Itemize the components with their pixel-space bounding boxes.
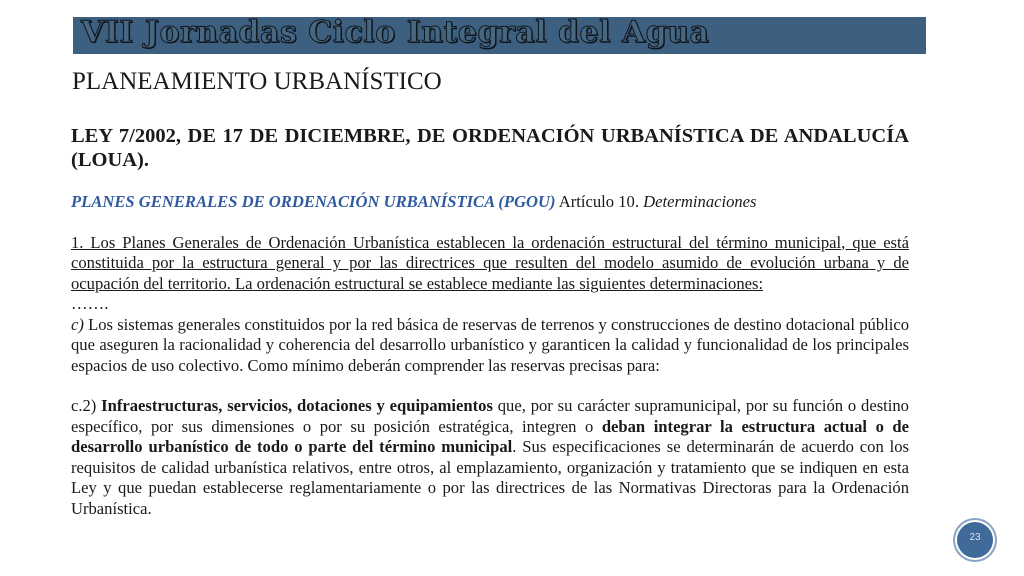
article-topic: Determinaciones xyxy=(643,192,757,211)
slide-body xyxy=(71,124,909,519)
spacer xyxy=(71,376,909,396)
paragraph-c2 xyxy=(71,396,909,519)
paragraph-c2-text-2: . Sus especificaciones se determinarán de acuerdo con los requisitos de calidad urbanística relativos, entre otros, al emplazamiento, organización y tratamiento que se indiquen en esta Ley y que puedan establecerse reglamentariamente o por las directrices de las Normativas Directoras para la Ordenación Urbanística. xyxy=(71,437,910,518)
article-ref: Artículo 10. xyxy=(558,192,639,211)
paragraph-c-text: Los sistemas generales constituidos por la red básica de reservas de terrenos y construcciones de destino dotacional público que aseguren la racionalidad y coherencia del desarrollo urbanístico y garanticen la calidad y funcionalidad de los principales espacios de uso colectivo. Como mínimo deberán comprender las reservas precisas para: xyxy=(71,314,909,375)
law-title: LEY 7/2002, DE 17 DE DICIEMBRE, DE ORDENACIÓN URBANÍSTICA DE ANDALUCÍA (LOUA). xyxy=(71,125,909,171)
paragraph-c2-label: c.2) xyxy=(71,396,102,415)
section-heading: PLANEAMIENTO URBANÍSTICO xyxy=(72,68,442,95)
paragraph-c2-bold-2: deban integrar la estructura actual o de desarrollo urbanístico de todo o parte del término municipal xyxy=(71,416,910,456)
paragraph-c xyxy=(71,315,909,377)
paragraph-c-label: c) xyxy=(71,314,84,334)
page-number: 23 xyxy=(969,532,981,543)
paragraph-1: 1. Los Planes Generales de Ordenación Urbanística establecen la ordenación estructural del término municipal, que está constituida por la estructura general y por las directrices que resulten del modelo asumido de evolución urbana y de ocupación del territorio. La ordenación estructural se establece mediante las siguientes determinaciones: xyxy=(71,232,909,293)
page-number-badge xyxy=(957,522,993,558)
ellipsis: ……. xyxy=(71,294,109,313)
paragraph-c2-text-1: que, por su carácter supramunicipal, por su función o destino específico, por sus dimensiones o por su posición estratégica, integren o xyxy=(71,396,909,436)
spacer xyxy=(71,213,909,233)
slide-title: VII Jornadas Ciclo Integral del Agua xyxy=(81,15,710,50)
pgou-line xyxy=(71,192,909,213)
paragraph-c2-bold-1: Infraestructuras, servicios, dotaciones y equipamientos xyxy=(101,396,493,415)
title-bar xyxy=(73,17,926,54)
spacer xyxy=(71,172,909,192)
pgou-emphasis: PLANES GENERALES DE ORDENACIÓN URBANÍSTICA (PGOU) xyxy=(71,192,556,211)
